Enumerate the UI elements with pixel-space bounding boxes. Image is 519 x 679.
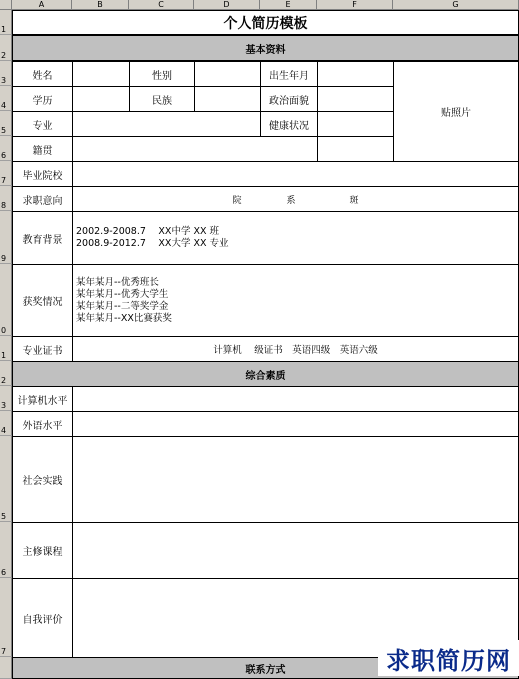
education-line: 2002.9-2008.7 XX中学 XX 班	[76, 226, 220, 237]
row-header[interactable]: 2	[0, 35, 12, 61]
awards-label[interactable]: 获奖情况	[12, 264, 73, 337]
school-label[interactable]: 毕业院校	[12, 161, 73, 187]
major-courses-value[interactable]	[72, 522, 519, 579]
column-header-d[interactable]: D	[194, 0, 260, 10]
row-header[interactable]: 8	[0, 186, 12, 211]
row-header[interactable]: 5	[0, 436, 12, 522]
job-intent-value[interactable]: 院 系 斑	[72, 186, 519, 212]
native-place-value[interactable]	[72, 136, 318, 162]
gender-value[interactable]	[194, 61, 261, 87]
award-line: 某年某月--优秀大学生	[76, 288, 169, 300]
major-courses-label[interactable]: 主修课程	[12, 522, 73, 579]
gender-label[interactable]: 性别	[129, 61, 195, 87]
school-value[interactable]	[72, 161, 519, 187]
ethnic-label[interactable]: 民族	[129, 86, 195, 112]
column-header-e[interactable]: E	[260, 0, 317, 10]
row-header[interactable]: 4	[0, 86, 12, 111]
education-line: 2008.9-2012.7 XX大学 XX 专业	[76, 238, 229, 249]
page-title[interactable]: 个人简历模板	[12, 10, 519, 35]
major-label[interactable]: 专业	[12, 111, 73, 137]
photo-cell[interactable]: 贴照片	[393, 61, 519, 162]
self-evaluation-label[interactable]: 自我评价	[12, 578, 73, 658]
row-header[interactable]: 9	[0, 211, 12, 264]
section-basic-header[interactable]: 基本资料	[12, 35, 519, 61]
row-header[interactable]: 6	[0, 522, 12, 578]
row-header[interactable]: 3	[0, 386, 12, 411]
awards-value[interactable]	[72, 264, 519, 337]
name-label[interactable]: 姓名	[12, 61, 73, 87]
section-overall-header[interactable]: 综合素质	[12, 361, 519, 387]
native-place-label[interactable]: 籍贯	[12, 136, 73, 162]
site-watermark: 求职简历网	[378, 640, 519, 676]
certificate-label[interactable]: 专业证书	[12, 336, 73, 362]
row-header[interactable]: 2	[0, 361, 12, 386]
education-value[interactable]	[72, 86, 130, 112]
political-label[interactable]: 政治面貌	[260, 86, 318, 112]
row-header[interactable]	[0, 657, 12, 679]
row-header[interactable]: 7	[0, 578, 12, 657]
education-background-value[interactable]	[72, 211, 519, 265]
health-value[interactable]	[317, 111, 394, 137]
row-header[interactable]: 3	[0, 61, 12, 86]
column-header-c[interactable]: C	[129, 0, 194, 10]
row-header[interactable]: 1	[0, 10, 12, 35]
major-value[interactable]	[72, 111, 261, 137]
birth-label[interactable]: 出生年月	[260, 61, 318, 87]
award-line: 某年某月--二等奖学金	[76, 300, 169, 312]
row-header[interactable]: 1	[0, 336, 12, 361]
corner-header[interactable]	[0, 0, 12, 10]
health-label[interactable]: 健康状况	[260, 111, 318, 137]
political-value[interactable]	[317, 86, 394, 112]
row-header[interactable]: 0	[0, 264, 12, 336]
social-practice-value[interactable]	[72, 436, 519, 523]
language-level-value[interactable]	[72, 411, 519, 437]
birth-value[interactable]	[317, 61, 394, 87]
column-header-g[interactable]: G	[393, 0, 519, 10]
language-level-label[interactable]: 外语水平	[12, 411, 73, 437]
native-place-extra[interactable]	[317, 136, 394, 162]
award-line: 某年某月--优秀班长	[76, 276, 159, 288]
computer-level-label[interactable]: 计算机水平	[12, 386, 73, 412]
job-intent-label[interactable]: 求职意向	[12, 186, 73, 212]
education-background-label[interactable]: 教育背景	[12, 211, 73, 265]
row-header[interactable]: 7	[0, 161, 12, 186]
social-practice-label[interactable]: 社会实践	[12, 436, 73, 523]
certificate-value[interactable]: 计算机 级证书 英语四级 英语六级	[72, 336, 519, 362]
row-header[interactable]: 6	[0, 136, 12, 161]
computer-level-value[interactable]	[72, 386, 519, 412]
row-header[interactable]: 4	[0, 411, 12, 436]
column-header-f[interactable]: F	[317, 0, 393, 10]
education-label[interactable]: 学历	[12, 86, 73, 112]
column-header-a[interactable]: A	[12, 0, 72, 10]
name-value[interactable]	[72, 61, 130, 87]
row-header[interactable]: 5	[0, 111, 12, 136]
section-contact-header[interactable]: 联系方式	[12, 657, 519, 679]
ethnic-value[interactable]	[194, 86, 261, 112]
award-line: 某年某月--XX比赛获奖	[76, 312, 172, 324]
column-header-b[interactable]: B	[72, 0, 129, 10]
